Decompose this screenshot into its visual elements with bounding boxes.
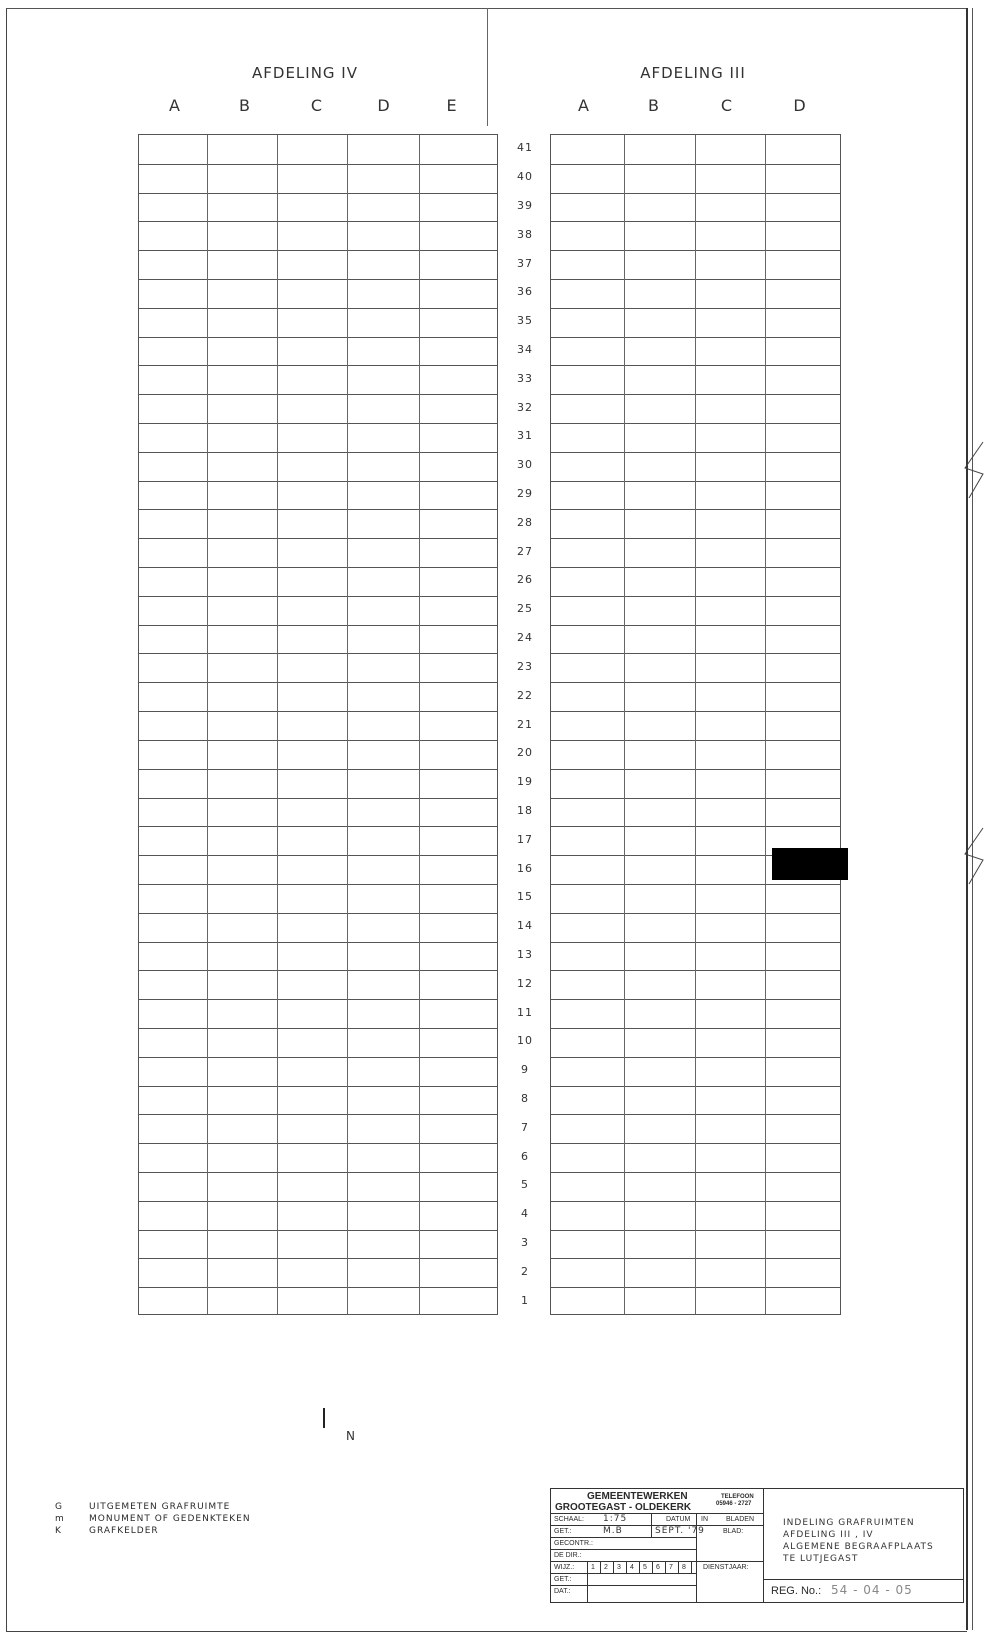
- row-number: 29: [517, 487, 533, 501]
- grid-row-line: [139, 970, 497, 971]
- grid-row-line: [139, 625, 497, 626]
- column-letter: D: [793, 96, 807, 115]
- row-number: 27: [517, 544, 533, 558]
- legend-item: [55, 1514, 315, 1526]
- column-letter: A: [578, 96, 590, 115]
- row-number: 10: [517, 1034, 533, 1048]
- row-number: 13: [517, 947, 533, 961]
- section-divider-line: [487, 8, 488, 126]
- bladen-label: BLADEN: [726, 1516, 755, 1523]
- grid-row-line: [139, 653, 497, 654]
- row-number: 31: [517, 429, 533, 443]
- grid-column-line: [277, 135, 278, 1314]
- org-name: GEMEENTEWERKEN: [587, 1491, 688, 1502]
- wijz-number: 1: [591, 1564, 595, 1571]
- grid-row-line: [139, 740, 497, 741]
- get2-label: GET.:: [554, 1576, 572, 1583]
- grid-row-line: [139, 509, 497, 510]
- grid-row-line: [139, 711, 497, 712]
- grid-row-line: [139, 221, 497, 222]
- column-letter: C: [310, 96, 324, 115]
- break-mark: [955, 826, 985, 886]
- gecontr-label: GECONTR.:: [554, 1540, 593, 1547]
- grid-column-line: [207, 135, 208, 1314]
- row-number: 14: [517, 919, 533, 933]
- get-label: GET.:: [554, 1528, 572, 1535]
- grid-row-line: [139, 1287, 497, 1288]
- grid-afdeling-iii: [550, 134, 841, 1315]
- grid-column-line: [765, 135, 766, 1314]
- row-number: 22: [517, 688, 533, 702]
- row-number: 12: [517, 976, 533, 990]
- row-number: 36: [517, 285, 533, 299]
- frame-right-edge: [966, 8, 968, 1630]
- grid-row-line: [139, 913, 497, 914]
- north-label: N: [346, 1429, 356, 1443]
- row-number: 34: [517, 343, 533, 357]
- org-municipality: GROOTEGAST - OLDEKERK: [555, 1502, 692, 1513]
- row-number: 33: [517, 371, 533, 385]
- legend-item: [55, 1526, 315, 1538]
- row-number: 30: [517, 458, 533, 472]
- grid-row-line: [139, 1258, 497, 1259]
- row-number: 15: [517, 890, 533, 904]
- column-letter: B: [648, 96, 660, 115]
- grid-row-line: [139, 1057, 497, 1058]
- drawing-description-line: ALGEMENE BEGRAAFPLAATS: [783, 1542, 934, 1552]
- blad-label: BLAD:: [723, 1528, 744, 1535]
- row-number: 3: [521, 1235, 529, 1249]
- row-number: 41: [517, 141, 533, 155]
- section-title-afdeling-iv: AFDELING IV: [252, 64, 358, 82]
- legend-code: K: [55, 1526, 62, 1536]
- grid-row-line: [139, 855, 497, 856]
- row-number: 38: [517, 227, 533, 241]
- drawing-description-line: INDELING GRAFRUIMTEN: [783, 1518, 915, 1528]
- grid-row-line: [139, 481, 497, 482]
- column-letter: E: [446, 96, 458, 115]
- grid-row-line: [139, 394, 497, 395]
- phone-number: 05946 - 2727: [716, 1501, 752, 1507]
- grid-row-line: [139, 596, 497, 597]
- title-block: [550, 1488, 964, 1603]
- wijz-label: WIJZ.:: [554, 1564, 575, 1571]
- grid-row-line: [139, 164, 497, 165]
- frame-right-edge-inner: [972, 8, 973, 1630]
- legend: [55, 1502, 315, 1538]
- phone-label: TELEFOON: [721, 1494, 754, 1500]
- row-number: 21: [517, 717, 533, 731]
- grid-row-line: [139, 279, 497, 280]
- grid-row-line: [139, 884, 497, 885]
- legend-code: m: [55, 1514, 65, 1524]
- column-letter: A: [169, 96, 181, 115]
- row-number: 28: [517, 515, 533, 529]
- row-number: 23: [517, 659, 533, 673]
- legend-item: [55, 1502, 315, 1514]
- in-label: IN: [701, 1516, 708, 1523]
- column-letter: D: [377, 96, 391, 115]
- redaction-block: [772, 848, 848, 880]
- grid-column-line: [624, 135, 625, 1314]
- grid-row-line: [139, 567, 497, 568]
- schaal-label: SCHAAL:: [554, 1516, 584, 1523]
- reg-label: REG. No.:: [771, 1585, 822, 1597]
- grid-row-line: [139, 769, 497, 770]
- row-number: 6: [521, 1149, 529, 1163]
- column-letter: C: [720, 96, 734, 115]
- section-title-afdeling-iii: AFDELING III: [640, 64, 746, 82]
- row-number: 7: [521, 1120, 529, 1134]
- drawing-description-line: AFDELING III , IV: [783, 1530, 874, 1540]
- grid-row-line: [139, 1172, 497, 1173]
- wijz-number: 6: [656, 1564, 660, 1571]
- legend-text: UITGEMETEN GRAFRUIMTE: [89, 1502, 231, 1512]
- grid-row-line: [139, 308, 497, 309]
- dienstjaar-label: DIENSTJAAR:: [703, 1564, 749, 1571]
- row-number: 9: [521, 1063, 529, 1077]
- schaal-value: 1:75: [603, 1514, 628, 1524]
- grid-row-line: [139, 682, 497, 683]
- row-number: 17: [517, 832, 533, 846]
- row-number: 20: [517, 746, 533, 760]
- grid-row-line: [139, 193, 497, 194]
- wijz-number: 5: [643, 1564, 647, 1571]
- grid-row-line: [139, 999, 497, 1000]
- grid-row-line: [139, 1028, 497, 1029]
- legend-text: MONUMENT OF GEDENKTEKEN: [89, 1514, 251, 1524]
- row-number: 26: [517, 573, 533, 587]
- row-number: 35: [517, 314, 533, 328]
- reg-value: 54 - 04 - 05: [831, 1583, 913, 1597]
- grid-row-line: [139, 1143, 497, 1144]
- grid-row-line: [139, 452, 497, 453]
- datum-label: DATUM: [666, 1516, 691, 1523]
- grid-row-line: [139, 423, 497, 424]
- row-number: 5: [521, 1178, 529, 1192]
- row-number: 32: [517, 400, 533, 414]
- grid-row-line: [139, 1201, 497, 1202]
- grid-row-line: [139, 1230, 497, 1231]
- row-number: 8: [521, 1091, 529, 1105]
- grid-row-line: [139, 798, 497, 799]
- dedir-label: DE DIR.:: [554, 1552, 582, 1559]
- grid-row-line: [139, 250, 497, 251]
- dat-label: DAT.:: [554, 1588, 571, 1595]
- row-number: 16: [517, 861, 533, 875]
- grid-row-line: [139, 538, 497, 539]
- date-value: SEPT. '79: [655, 1526, 705, 1536]
- legend-text: GRAFKELDER: [89, 1526, 159, 1536]
- grid-column-line: [695, 135, 696, 1314]
- row-number: 19: [517, 775, 533, 789]
- grid-column-line: [347, 135, 348, 1314]
- wijz-number: 7: [669, 1564, 673, 1571]
- grid-row-line: [139, 1114, 497, 1115]
- get-value: M.B: [603, 1526, 623, 1536]
- grid-row-line: [139, 826, 497, 827]
- wijz-number: 2: [604, 1564, 608, 1571]
- grid-row-line: [139, 365, 497, 366]
- wijz-number: 8: [682, 1564, 686, 1571]
- row-number: 18: [517, 803, 533, 817]
- row-number: 24: [517, 631, 533, 645]
- grid-row-line: [139, 1086, 497, 1087]
- grid-row-line: [139, 337, 497, 338]
- break-mark: [955, 440, 985, 500]
- row-number: 1: [521, 1293, 529, 1307]
- row-number: 4: [521, 1207, 529, 1221]
- grid-column-line: [419, 135, 420, 1314]
- row-number: 39: [517, 199, 533, 212]
- row-number: 40: [517, 170, 533, 184]
- wijz-number: 3: [617, 1564, 621, 1571]
- column-letter: B: [239, 96, 251, 115]
- north-arrow: [323, 1408, 325, 1428]
- row-number: 37: [517, 256, 533, 270]
- drawing-description-line: TE LUTJEGAST: [783, 1554, 859, 1564]
- grid-afdeling-iv: [138, 134, 498, 1315]
- row-number: 2: [521, 1264, 529, 1278]
- wijz-number: 4: [630, 1564, 634, 1571]
- row-number: 25: [517, 602, 533, 616]
- grid-row-line: [139, 942, 497, 943]
- legend-code: G: [55, 1502, 63, 1512]
- row-number: 11: [517, 1005, 533, 1019]
